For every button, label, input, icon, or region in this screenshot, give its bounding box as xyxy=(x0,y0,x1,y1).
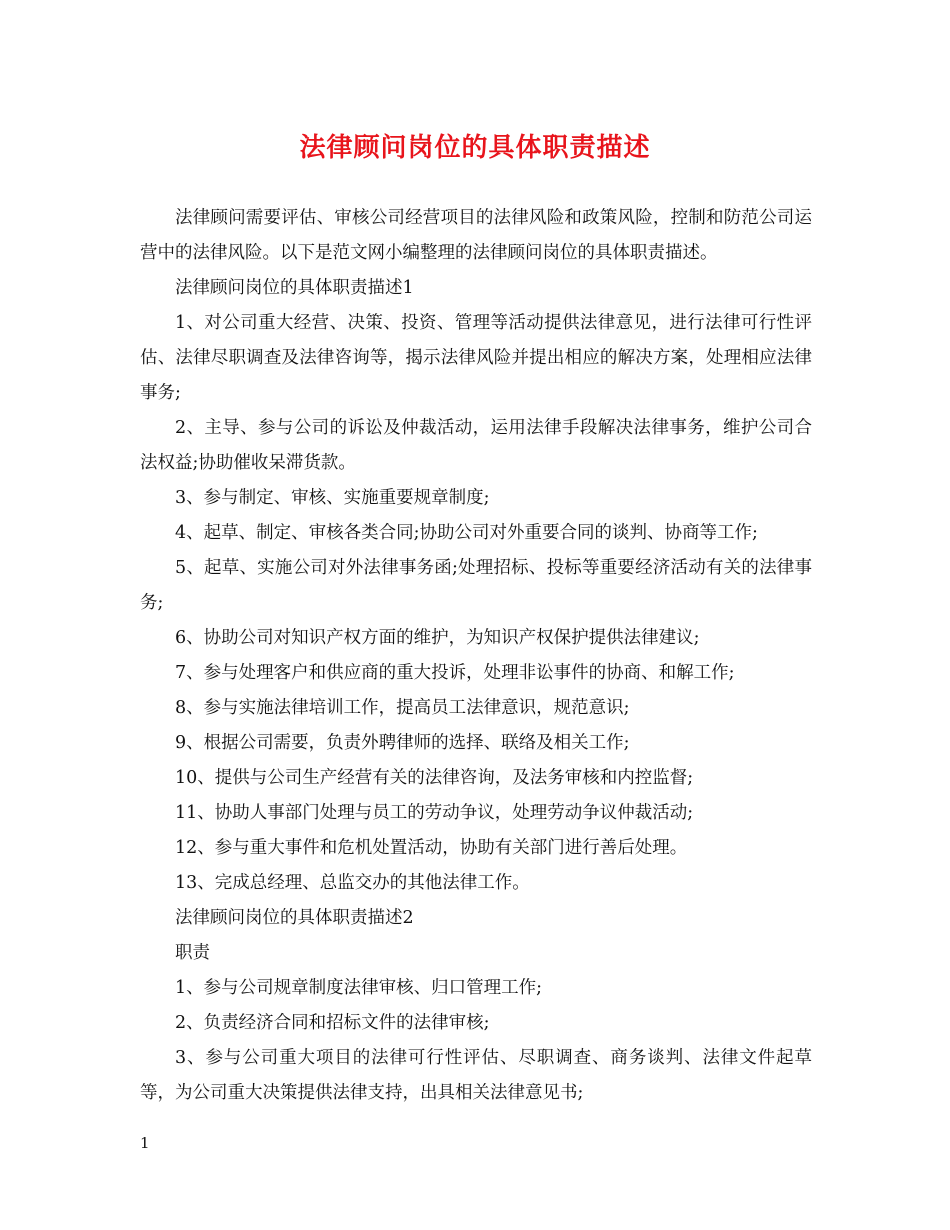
list-item: 7、参与处理客户和供应商的重大投诉，处理非讼事件的协商、和解工作; xyxy=(175,663,735,683)
list-item: 13、完成总经理、总监交办的其他法律工作。 xyxy=(175,873,530,893)
list-item: 9、根据公司需要，负责外聘律师的选择、联络及相关工作; xyxy=(175,733,630,753)
list-item: 11、协助人事部门处理与员工的劳动争议，处理劳动争议仲裁活动; xyxy=(175,803,694,823)
list-item: 4、起草、制定、审核各类合同;协助公司对外重要合同的谈判、协商等工作; xyxy=(175,523,758,543)
list-item: 12、参与重大事件和危机处置活动，协助有关部门进行善后处理。 xyxy=(175,838,688,858)
document-title: 法律顾问岗位的具体职责描述 xyxy=(299,133,651,163)
section-heading-1: 法律顾问岗位的具体职责描述1 xyxy=(175,278,414,298)
list-item: 10、提供与公司生产经营有关的法律咨询，及法务审核和内控监督; xyxy=(175,768,694,788)
list-item: 8、参与实施法律培训工作，提高员工法律意识，规范意识; xyxy=(175,698,630,718)
page-number: 1 xyxy=(140,1134,150,1152)
list-item: 3、参与公司重大项目的法律可行性评估、尽职调查、商务谈判、法律文件起草等，为公司重大决策提供法律支持，出具相关法律意见书; xyxy=(140,1048,812,1103)
list-item: 3、参与制定、审核、实施重要规章制度; xyxy=(175,488,490,508)
list-item: 2、负责经济合同和招标文件的法律审核; xyxy=(175,1013,490,1033)
list-item: 1、参与公司规章制度法律审核、归口管理工作; xyxy=(175,978,543,998)
section-heading-2: 法律顾问岗位的具体职责描述2 xyxy=(175,908,414,928)
paragraph-intro: 法律顾问需要评估、审核公司经营项目的法律风险和政策风险，控制和防范公司运营中的法律风险。以下是范文网小编整理的法律顾问岗位的具体职责描述。 xyxy=(140,208,812,263)
subsection-heading: 职责 xyxy=(175,943,210,963)
list-item: 5、起草、实施公司对外法律事务函;处理招标、投标等重要经济活动有关的法律事务; xyxy=(140,558,812,613)
list-item: 6、协助公司对知识产权方面的维护，为知识产权保护提供法律建议; xyxy=(175,628,700,648)
list-item: 1、对公司重大经营、决策、投资、管理等活动提供法律意见，进行法律可行性评估、法律尽职调查及法律咨询等，揭示法律风险并提出相应的解决方案，处理相应法律事务; xyxy=(140,313,812,403)
list-item: 2、主导、参与公司的诉讼及仲裁活动，运用法律手段解决法律事务，维护公司合法权益;协助催收呆滞货款。 xyxy=(140,418,812,473)
document-body xyxy=(140,201,812,1111)
